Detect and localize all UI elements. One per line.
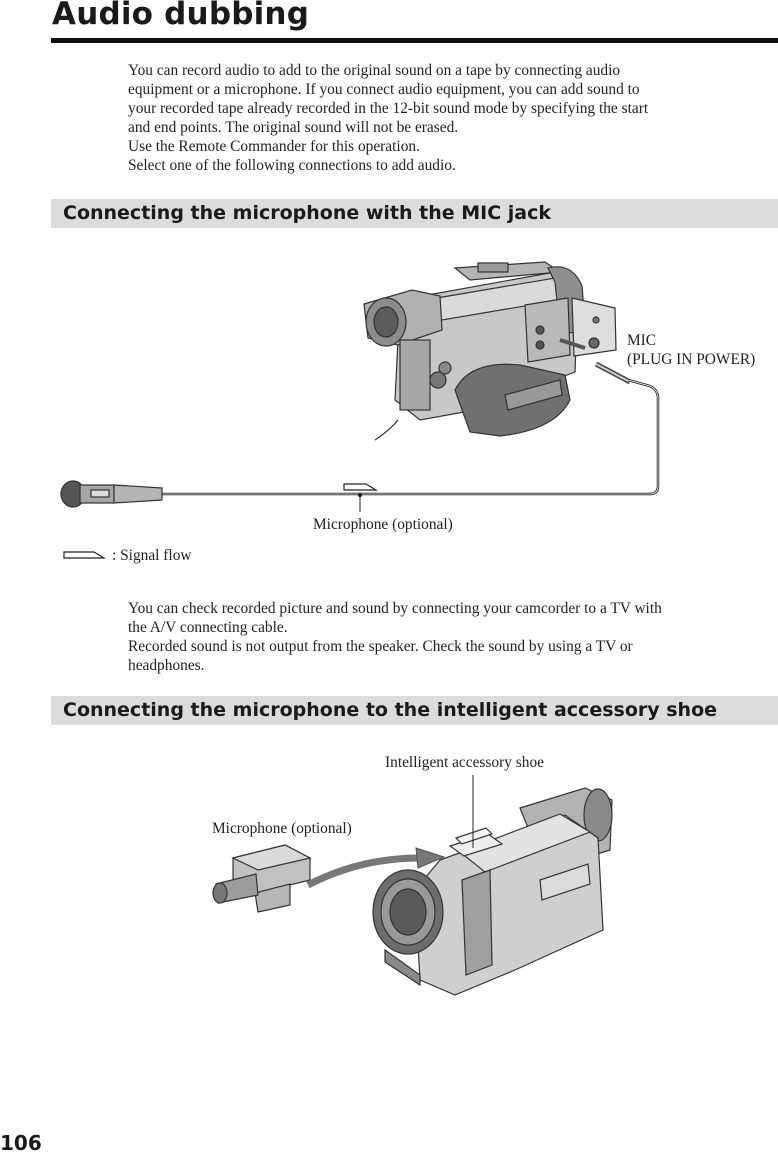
mic-jack-label-line1: MIC [627,332,657,349]
intro-line: and end points. The original sound will not be erased. [128,119,459,136]
intro-line: your recorded tape already recorded in the 12-bit sound mode by specifying the start [128,100,649,117]
note-line: headphones. [128,657,205,674]
intro-line: Select one of the following connections to add audio. [128,157,456,174]
note-line: the A/V connecting cable. [128,619,288,636]
section-heading-text: Connecting the microphone with the MIC jack [63,202,552,224]
signal-flow-legend: : Signal flow [112,547,192,564]
accessory-shoe-label: Intelligent accessory shoe [385,754,544,771]
intro-line: Use the Remote Commander for this operation. [128,138,420,155]
note-line: Recorded sound is not output from the speaker. Check the sound by using a TV or [128,638,633,655]
section-heading-text: Connecting the microphone to the intelligent accessory shoe [63,699,718,721]
intro-line: You can record audio to add to the original sound on a tape by connecting audio [128,62,621,79]
page-title: Audio dubbing [52,0,310,32]
microphone-label: Microphone (optional) [313,516,453,533]
mic-jack-label-line2: (PLUG IN POWER) [627,351,756,368]
intro-line: equipment or a microphone. If you connect audio equipment, you can add sound to [128,81,640,98]
page-number: 106 [0,1131,42,1155]
microphone-shoe-label: Microphone (optional) [212,820,352,837]
note-line: You can check recorded picture and sound by connecting your camcorder to a TV with [128,600,662,617]
